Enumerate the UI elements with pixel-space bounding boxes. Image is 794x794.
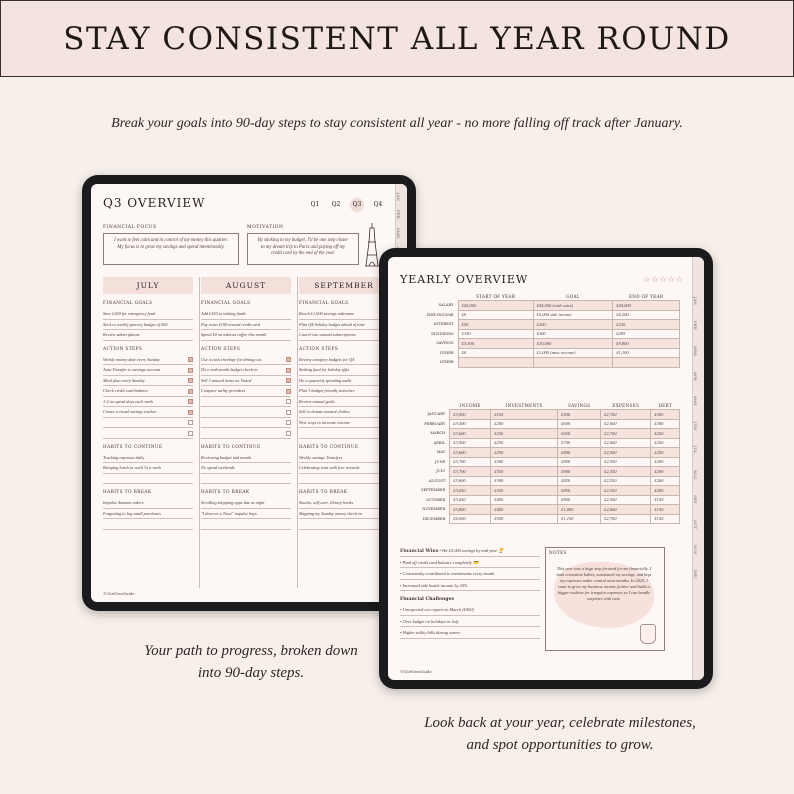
- side-tab[interactable]: FEB: [396, 210, 401, 219]
- table-cell[interactable]: £200: [651, 467, 680, 477]
- table-row: [398, 358, 680, 368]
- table-row: [398, 438, 680, 448]
- table-cell[interactable]: £150: [651, 495, 680, 505]
- table-cell[interactable]: £500: [491, 514, 558, 524]
- side-tab[interactable]: APR: [693, 371, 698, 381]
- action-text: 1-2 no spend days each week: [103, 398, 153, 404]
- month-header[interactable]: JULY: [103, 277, 193, 294]
- habit-line[interactable]: [201, 474, 291, 485]
- action-line[interactable]: [299, 365, 389, 376]
- table-cell[interactable]: £200: [651, 476, 680, 486]
- column-header: START OF YEAR: [475, 294, 516, 299]
- goal-line[interactable]: Stick to weekly grocery budget of £60: [103, 320, 193, 331]
- table-cell[interactable]: £2,500: [601, 448, 651, 458]
- table-cell[interactable]: £2,700: [601, 410, 651, 420]
- column-header: INCOME: [459, 403, 481, 408]
- action-text: Sinking fund for holiday gifts: [299, 367, 350, 372]
- habit-line[interactable]: Reviewing budget mid month: [201, 453, 291, 464]
- table-row: [398, 410, 680, 420]
- row-label: OTHER: [439, 350, 454, 355]
- table-row: [398, 448, 680, 458]
- yearly-screen: [388, 257, 704, 680]
- table-cell[interactable]: [458, 358, 533, 368]
- table-cell[interactable]: £3,650: [450, 486, 491, 496]
- table-cell[interactable]: £350: [491, 467, 558, 477]
- caption-right-line: and spot opportunities to grow.: [466, 737, 654, 753]
- action-line[interactable]: [201, 376, 291, 387]
- challenge-item[interactable]: • Higher utility bills during winter: [400, 627, 540, 639]
- action-line[interactable]: [103, 418, 193, 429]
- table-cell[interactable]: £250: [491, 429, 558, 439]
- table-cell[interactable]: £2,550: [601, 486, 651, 496]
- action-line[interactable]: [299, 418, 389, 429]
- motivation-box[interactable]: By sticking to my budget, I'll be one step closer to my dream trip to Paris and paying off my credit card by the end of the year.: [247, 233, 359, 265]
- checkbox[interactable]: [188, 378, 193, 383]
- summary-table: [398, 293, 680, 368]
- side-tab[interactable]: JUN: [693, 421, 698, 431]
- action-line[interactable]: [103, 365, 193, 376]
- section-label: ACTION STEPS: [299, 346, 339, 352]
- table-cell[interactable]: £3,500: [450, 438, 491, 448]
- table-cell[interactable]: £9,800: [613, 339, 680, 349]
- side-tab[interactable]: DEC: [693, 570, 698, 580]
- section-label: HABITS TO CONTINUE: [201, 444, 261, 450]
- row-label: SAVINGS: [436, 341, 454, 346]
- table-cell[interactable]: £150: [651, 505, 680, 515]
- action-text: Sell 3 unused items on Vinted: [201, 377, 252, 383]
- table-cell[interactable]: £800: [558, 448, 601, 458]
- habit-line[interactable]: [299, 474, 389, 485]
- win-item[interactable]: • Consistently contributed to investments every month: [400, 568, 540, 580]
- action-text: Use a cash envelope for dining out: [201, 356, 261, 362]
- action-line[interactable]: [201, 407, 291, 418]
- month-column: [299, 277, 389, 530]
- table-cell[interactable]: £250: [491, 448, 558, 458]
- action-text: Check credit card balance: [103, 388, 149, 393]
- action-line[interactable]: [299, 407, 389, 418]
- action-text: Do a mid-month budget check-in: [201, 367, 258, 372]
- checkbox[interactable]: [286, 420, 291, 425]
- table-row: [398, 514, 680, 524]
- side-tab[interactable]: MAY: [693, 396, 698, 406]
- table-cell[interactable]: £200: [651, 457, 680, 467]
- row-label: DECEMBER: [422, 516, 446, 521]
- action-line[interactable]: [201, 365, 291, 376]
- row-label: SALARY: [438, 303, 454, 308]
- habit-line[interactable]: Bringing lunch to work 3x a week: [103, 463, 193, 474]
- tab-q1[interactable]: Q1: [310, 201, 320, 208]
- action-line[interactable]: [201, 355, 291, 366]
- table-cell[interactable]: £850: [558, 457, 601, 467]
- column-header: EXPENSES: [612, 403, 640, 408]
- row-label: JULY: [436, 469, 446, 474]
- challenges-label: Financial Challenges: [400, 597, 454, 602]
- habit-line[interactable]: Skipping my Sunday money check-in: [299, 509, 389, 520]
- table-cell[interactable]: £150: [458, 329, 533, 339]
- table-row: [398, 476, 680, 486]
- table-cell[interactable]: £10,000: [533, 339, 613, 349]
- months-grid: [103, 277, 389, 530]
- table-corner: [398, 293, 458, 301]
- table-cell[interactable]: £1,000: [558, 505, 601, 515]
- table-cell[interactable]: £3,600: [450, 429, 491, 439]
- action-text: Weekly money date every Sunday: [103, 356, 160, 362]
- habit-line[interactable]: "I deserve a Treat" impulse buys: [201, 509, 291, 520]
- star-rating[interactable]: ☆☆☆☆☆: [643, 275, 684, 284]
- table-row: [398, 429, 680, 439]
- action-line[interactable]: [103, 376, 193, 387]
- notes-label: NOTES: [549, 550, 567, 555]
- action-text: Meal plan every Sunday: [103, 377, 145, 383]
- table-cell[interactable]: £2,550: [601, 457, 651, 467]
- table-row: [398, 320, 680, 330]
- action-text: Create a visual savings tracker: [103, 409, 157, 414]
- checkbox[interactable]: [188, 399, 193, 404]
- row-label: AUGUST: [428, 478, 446, 483]
- action-text: Sell or donate unused clothes: [299, 409, 350, 414]
- action-line[interactable]: [299, 386, 389, 397]
- table-cell[interactable]: £42,000: [458, 301, 533, 311]
- column-header: GOAL: [566, 294, 580, 299]
- table-cell[interactable]: £200: [491, 419, 558, 429]
- table-cell[interactable]: £3,650: [450, 495, 491, 505]
- side-tab-strip: [692, 257, 704, 680]
- table-cell[interactable]: £820: [558, 476, 601, 486]
- checkbox[interactable]: [286, 410, 291, 415]
- habit-line[interactable]: Celebrating wins with free rewards: [299, 463, 389, 474]
- action-text: Review annual goals: [299, 398, 335, 404]
- checkbox[interactable]: [286, 368, 291, 373]
- table-header-row: [398, 402, 680, 410]
- action-text: Do a quarterly spending audit: [299, 377, 352, 383]
- challenge-item[interactable]: • Over budget on holidays in July: [400, 616, 540, 628]
- month-header[interactable]: AUGUST: [201, 277, 291, 294]
- checkbox[interactable]: [286, 389, 291, 394]
- checkbox[interactable]: [188, 410, 193, 415]
- table-cell[interactable]: £3,600: [450, 476, 491, 486]
- table-cell[interactable]: £400: [491, 495, 558, 505]
- win-item[interactable]: • Paid off credit card balance completely 💳: [400, 557, 540, 569]
- row-label: MAY: [436, 450, 446, 455]
- notes-text: This year was a huge step forward for me financially. I built consistent habits, automated my savings, and kept my expenses under control most months. In 2025, I want to grow my business income further and build a bigger cushion for irregular expenses so I can handle surprises with ease.: [556, 566, 652, 601]
- row-label: JUNE: [434, 459, 446, 464]
- side-tab[interactable]: MAR: [396, 227, 401, 238]
- checkbox[interactable]: [188, 389, 193, 394]
- table-cell[interactable]: £150: [651, 514, 680, 524]
- table-cell[interactable]: £300: [491, 476, 558, 486]
- table-cell[interactable]: £250: [651, 438, 680, 448]
- action-text: Compare utility providers: [201, 388, 246, 393]
- brand-logo: ©GirlGenGuide: [103, 591, 135, 596]
- table-cell[interactable]: £3,500: [450, 410, 491, 420]
- table-cell[interactable]: £4,200: [613, 310, 680, 320]
- action-line[interactable]: [103, 428, 193, 439]
- caption-left-line: Your path to progress, broken down: [144, 643, 358, 659]
- caption-left-line: into 90-day steps.: [197, 665, 305, 681]
- table-cell[interactable]: £2,700: [601, 514, 651, 524]
- section-label: HABITS TO BREAK: [201, 490, 250, 495]
- goal-line[interactable]: Add £150 to sinking funds: [201, 309, 291, 320]
- action-line[interactable]: [103, 386, 193, 397]
- action-line[interactable]: [299, 355, 389, 366]
- table-cell[interactable]: £50: [458, 320, 533, 330]
- row-label: OCTOBER: [426, 497, 446, 502]
- table-cell[interactable]: £44,000: [613, 301, 680, 311]
- habit-line[interactable]: [201, 519, 291, 530]
- focus-label: FINANCIAL FOCUS: [103, 225, 157, 230]
- checkbox[interactable]: [286, 378, 291, 383]
- table-cell[interactable]: £44,000 (with raise): [533, 301, 613, 311]
- table-cell[interactable]: £3,500: [450, 419, 491, 429]
- action-text: New ways to increase income: [299, 419, 350, 425]
- row-label: JANUARY: [427, 412, 446, 417]
- table-cell[interactable]: £0: [458, 310, 533, 320]
- caption-right: [395, 712, 725, 756]
- side-tab[interactable]: JAN: [396, 193, 401, 201]
- jar-icon: [640, 624, 656, 644]
- table-cell[interactable]: £300: [651, 419, 680, 429]
- goal-line[interactable]: Plan Q4 holiday budget ahead of time: [299, 320, 389, 331]
- divider: [297, 277, 298, 588]
- table-cell[interactable]: £1,100: [558, 514, 601, 524]
- table-row: [398, 505, 680, 515]
- tab-q3[interactable]: Q3: [350, 198, 364, 212]
- goal-line[interactable]: Save £200 for emergency fund: [103, 309, 193, 320]
- goal-line[interactable]: Reach £1,000 savings milestone: [299, 309, 389, 320]
- table-row: [398, 310, 680, 320]
- table-cell[interactable]: [613, 358, 680, 368]
- quarter-tabs: [308, 198, 385, 212]
- wins-label: Financial Wins: [400, 549, 439, 554]
- section-label: HABITS TO BREAK: [103, 490, 152, 495]
- section-label: HABITS TO BREAK: [299, 490, 348, 495]
- tablet-q3: [82, 175, 416, 611]
- section-label: HABITS TO CONTINUE: [103, 444, 163, 450]
- table-cell[interactable]: £250: [651, 448, 680, 458]
- action-line[interactable]: [201, 428, 291, 439]
- row-label: SIDE INCOME: [426, 312, 454, 317]
- action-line[interactable]: [103, 355, 193, 366]
- wins-section: [400, 545, 540, 639]
- yearly-title: YEARLY OVERVIEW: [400, 273, 529, 286]
- action-text: Auto-Transfer to savings account: [103, 367, 161, 372]
- section-label: ACTION STEPS: [201, 346, 241, 352]
- table-cell[interactable]: £700: [558, 438, 601, 448]
- table-cell[interactable]: £900: [558, 495, 601, 505]
- checkbox[interactable]: [286, 357, 291, 362]
- q3-title: Q3 OVERVIEW: [103, 196, 206, 210]
- side-tab[interactable]: NOV: [693, 544, 698, 555]
- table-cell[interactable]: £2,500: [601, 495, 651, 505]
- table-cell[interactable]: £150: [491, 410, 558, 420]
- goal-line[interactable]: Pay extra £100 toward credit card: [201, 320, 291, 331]
- banner: [0, 0, 794, 77]
- table-cell[interactable]: £400: [491, 505, 558, 515]
- tablet-yearly: [379, 248, 713, 689]
- action-line[interactable]: [103, 397, 193, 408]
- motivation-label: MOTIVATION: [247, 225, 284, 230]
- action-text: Review category budgets for Q4: [299, 356, 355, 362]
- table-row: [398, 457, 680, 467]
- table-row: [398, 486, 680, 496]
- section-label: HABITS TO CONTINUE: [299, 444, 359, 450]
- table-cell[interactable]: £2,600: [601, 438, 651, 448]
- section-label: FINANCIAL GOALS: [103, 301, 153, 306]
- wins-first-line[interactable]: [400, 545, 540, 557]
- action-line[interactable]: [299, 428, 389, 439]
- table-cell[interactable]: £300: [651, 410, 680, 420]
- table-cell[interactable]: £230: [613, 320, 680, 330]
- brand-logo: ©GirlGenGuide: [400, 669, 432, 674]
- side-tab[interactable]: SEP: [693, 495, 698, 504]
- win-item: • Hit £5,000 savings by mid-year 🏆: [439, 548, 504, 553]
- table-cell[interactable]: £250: [651, 429, 680, 439]
- table-cell[interactable]: £300: [533, 329, 613, 339]
- table-cell[interactable]: £350: [491, 486, 558, 496]
- action-line[interactable]: [201, 386, 291, 397]
- caption-left: [136, 640, 366, 684]
- checkbox[interactable]: [188, 357, 193, 362]
- table-cell[interactable]: £2,600: [601, 505, 651, 515]
- habit-line[interactable]: Snacks, self-care, library books: [299, 498, 389, 509]
- habit-line[interactable]: [299, 519, 389, 530]
- action-line[interactable]: [201, 418, 291, 429]
- habit-line[interactable]: [103, 474, 193, 485]
- action-text: Plan 3 budget-friendly activities: [299, 388, 355, 393]
- section-label: ACTION STEPS: [103, 346, 143, 352]
- table-row: [398, 467, 680, 477]
- table-cell[interactable]: [533, 358, 613, 368]
- action-line[interactable]: [299, 376, 389, 387]
- row-label: MARCH: [430, 431, 446, 436]
- table-cell[interactable]: £3,700: [450, 467, 491, 477]
- action-line[interactable]: [103, 407, 193, 418]
- win-item[interactable]: • Increased side hustle income by 20%: [400, 580, 540, 592]
- q3-screen: [91, 184, 407, 602]
- column-header: SAVINGS: [568, 403, 591, 408]
- banner-title: STAY CONSISTENT ALL YEAR ROUND: [63, 20, 731, 57]
- table-row: [398, 419, 680, 429]
- habit-line[interactable]: Scrolling shopping apps late at night: [201, 498, 291, 509]
- column-header: INVESTMENTS: [505, 403, 543, 408]
- side-tab[interactable]: JAN: [693, 297, 698, 305]
- table-cell[interactable]: £3,500: [458, 339, 533, 349]
- checkbox[interactable]: [188, 368, 193, 373]
- tab-q4[interactable]: Q4: [373, 201, 383, 208]
- section-label: FINANCIAL GOALS: [201, 301, 251, 306]
- row-label: NOVEMBER: [422, 507, 446, 512]
- subtitle: Break your goals into 90-day steps to stay consistent all year - no more falling off track after January.: [111, 116, 683, 131]
- habit-line[interactable]: [103, 519, 193, 530]
- row-label: OTHER: [439, 360, 454, 365]
- month-column: [201, 277, 291, 530]
- habit-line[interactable]: Impulse Amazon orders: [103, 498, 193, 509]
- table-cell[interactable]: £5,000 side income: [533, 310, 613, 320]
- tab-q2[interactable]: Q2: [331, 201, 341, 208]
- table-cell[interactable]: £2,550: [601, 467, 651, 477]
- table-row: [398, 495, 680, 505]
- table-cell[interactable]: £500: [558, 410, 601, 420]
- caption-right-line: Look back at your year, celebrate milestones,: [424, 715, 696, 731]
- row-label: INTEREST: [433, 322, 454, 327]
- table-corner: [398, 402, 450, 410]
- table-cell[interactable]: £2,550: [601, 476, 651, 486]
- row-label: DIVIDENDS: [431, 331, 454, 336]
- table-cell[interactable]: £3,700: [450, 457, 491, 467]
- goal-line[interactable]: Review subscriptions: [103, 330, 193, 341]
- row-label: SEPTEMBER: [421, 488, 446, 493]
- table-cell[interactable]: £2,700: [601, 429, 651, 439]
- side-tab[interactable]: JUL: [693, 446, 698, 454]
- table-cell[interactable]: £850: [558, 486, 601, 496]
- column-header: END OF YEAR: [628, 294, 664, 299]
- table-cell[interactable]: £200: [651, 486, 680, 496]
- table-row: [398, 348, 680, 358]
- table-cell[interactable]: £650: [558, 429, 601, 439]
- month-header[interactable]: SEPTEMBER: [299, 277, 389, 294]
- table-cell[interactable]: £300: [491, 457, 558, 467]
- table-cell[interactable]: £3,800: [450, 505, 491, 515]
- checkbox[interactable]: [286, 431, 291, 436]
- column-header: DEBT: [658, 403, 672, 408]
- habit-line[interactable]: Forgetting to log small purchases: [103, 509, 193, 520]
- table-cell[interactable]: £3,600: [450, 448, 491, 458]
- action-line[interactable]: [299, 397, 389, 408]
- monthly-table: [398, 402, 680, 524]
- goal-line[interactable]: Spend £0 on takeout coffee this month: [201, 330, 291, 341]
- divider: [199, 277, 200, 588]
- habit-line[interactable]: Weekly savings Transfers: [299, 453, 389, 464]
- table-row: [398, 339, 680, 349]
- side-tab[interactable]: FEB: [693, 321, 698, 330]
- row-label: APRIL: [433, 440, 446, 445]
- table-cell[interactable]: £4,000: [450, 514, 491, 524]
- table-cell[interactable]: £200: [533, 320, 613, 330]
- notes-box[interactable]: [545, 547, 665, 651]
- checkbox[interactable]: [188, 431, 193, 436]
- side-tab[interactable]: AUG: [693, 469, 698, 480]
- month-column: [103, 277, 193, 530]
- table-cell[interactable]: £285: [613, 329, 680, 339]
- section-label: FINANCIAL GOALS: [299, 301, 349, 306]
- table-cell[interactable]: £2,600: [601, 419, 651, 429]
- challenge-item[interactable]: • Unexpected car repairs in March (£500): [400, 604, 540, 616]
- side-tab[interactable]: MAR: [693, 345, 698, 356]
- row-label: FEBRUARY: [424, 421, 446, 426]
- habit-line[interactable]: Tracking expenses daily: [103, 453, 193, 464]
- table-header-row: [398, 293, 680, 301]
- focus-box[interactable]: I want to feel calm and in control of my money this quarter. My focus is to grow my savings and spend intentionally.: [103, 233, 239, 265]
- table-row: [398, 329, 680, 339]
- table-cell[interactable]: £900: [558, 467, 601, 477]
- table-cell[interactable]: £1,100: [613, 348, 680, 358]
- table-cell[interactable]: £250: [491, 438, 558, 448]
- checkbox[interactable]: [188, 420, 193, 425]
- action-line[interactable]: [201, 397, 291, 408]
- habit-line[interactable]: No spend weekends: [201, 463, 291, 474]
- checkbox[interactable]: [286, 399, 291, 404]
- table-cell[interactable]: £1,000 (misc income): [533, 348, 613, 358]
- table-cell[interactable]: £0: [458, 348, 533, 358]
- goal-line[interactable]: Cancel two unused subscriptions: [299, 330, 389, 341]
- side-tab[interactable]: OCT: [693, 519, 698, 529]
- table-row: [398, 301, 680, 311]
- table-cell[interactable]: £600: [558, 419, 601, 429]
